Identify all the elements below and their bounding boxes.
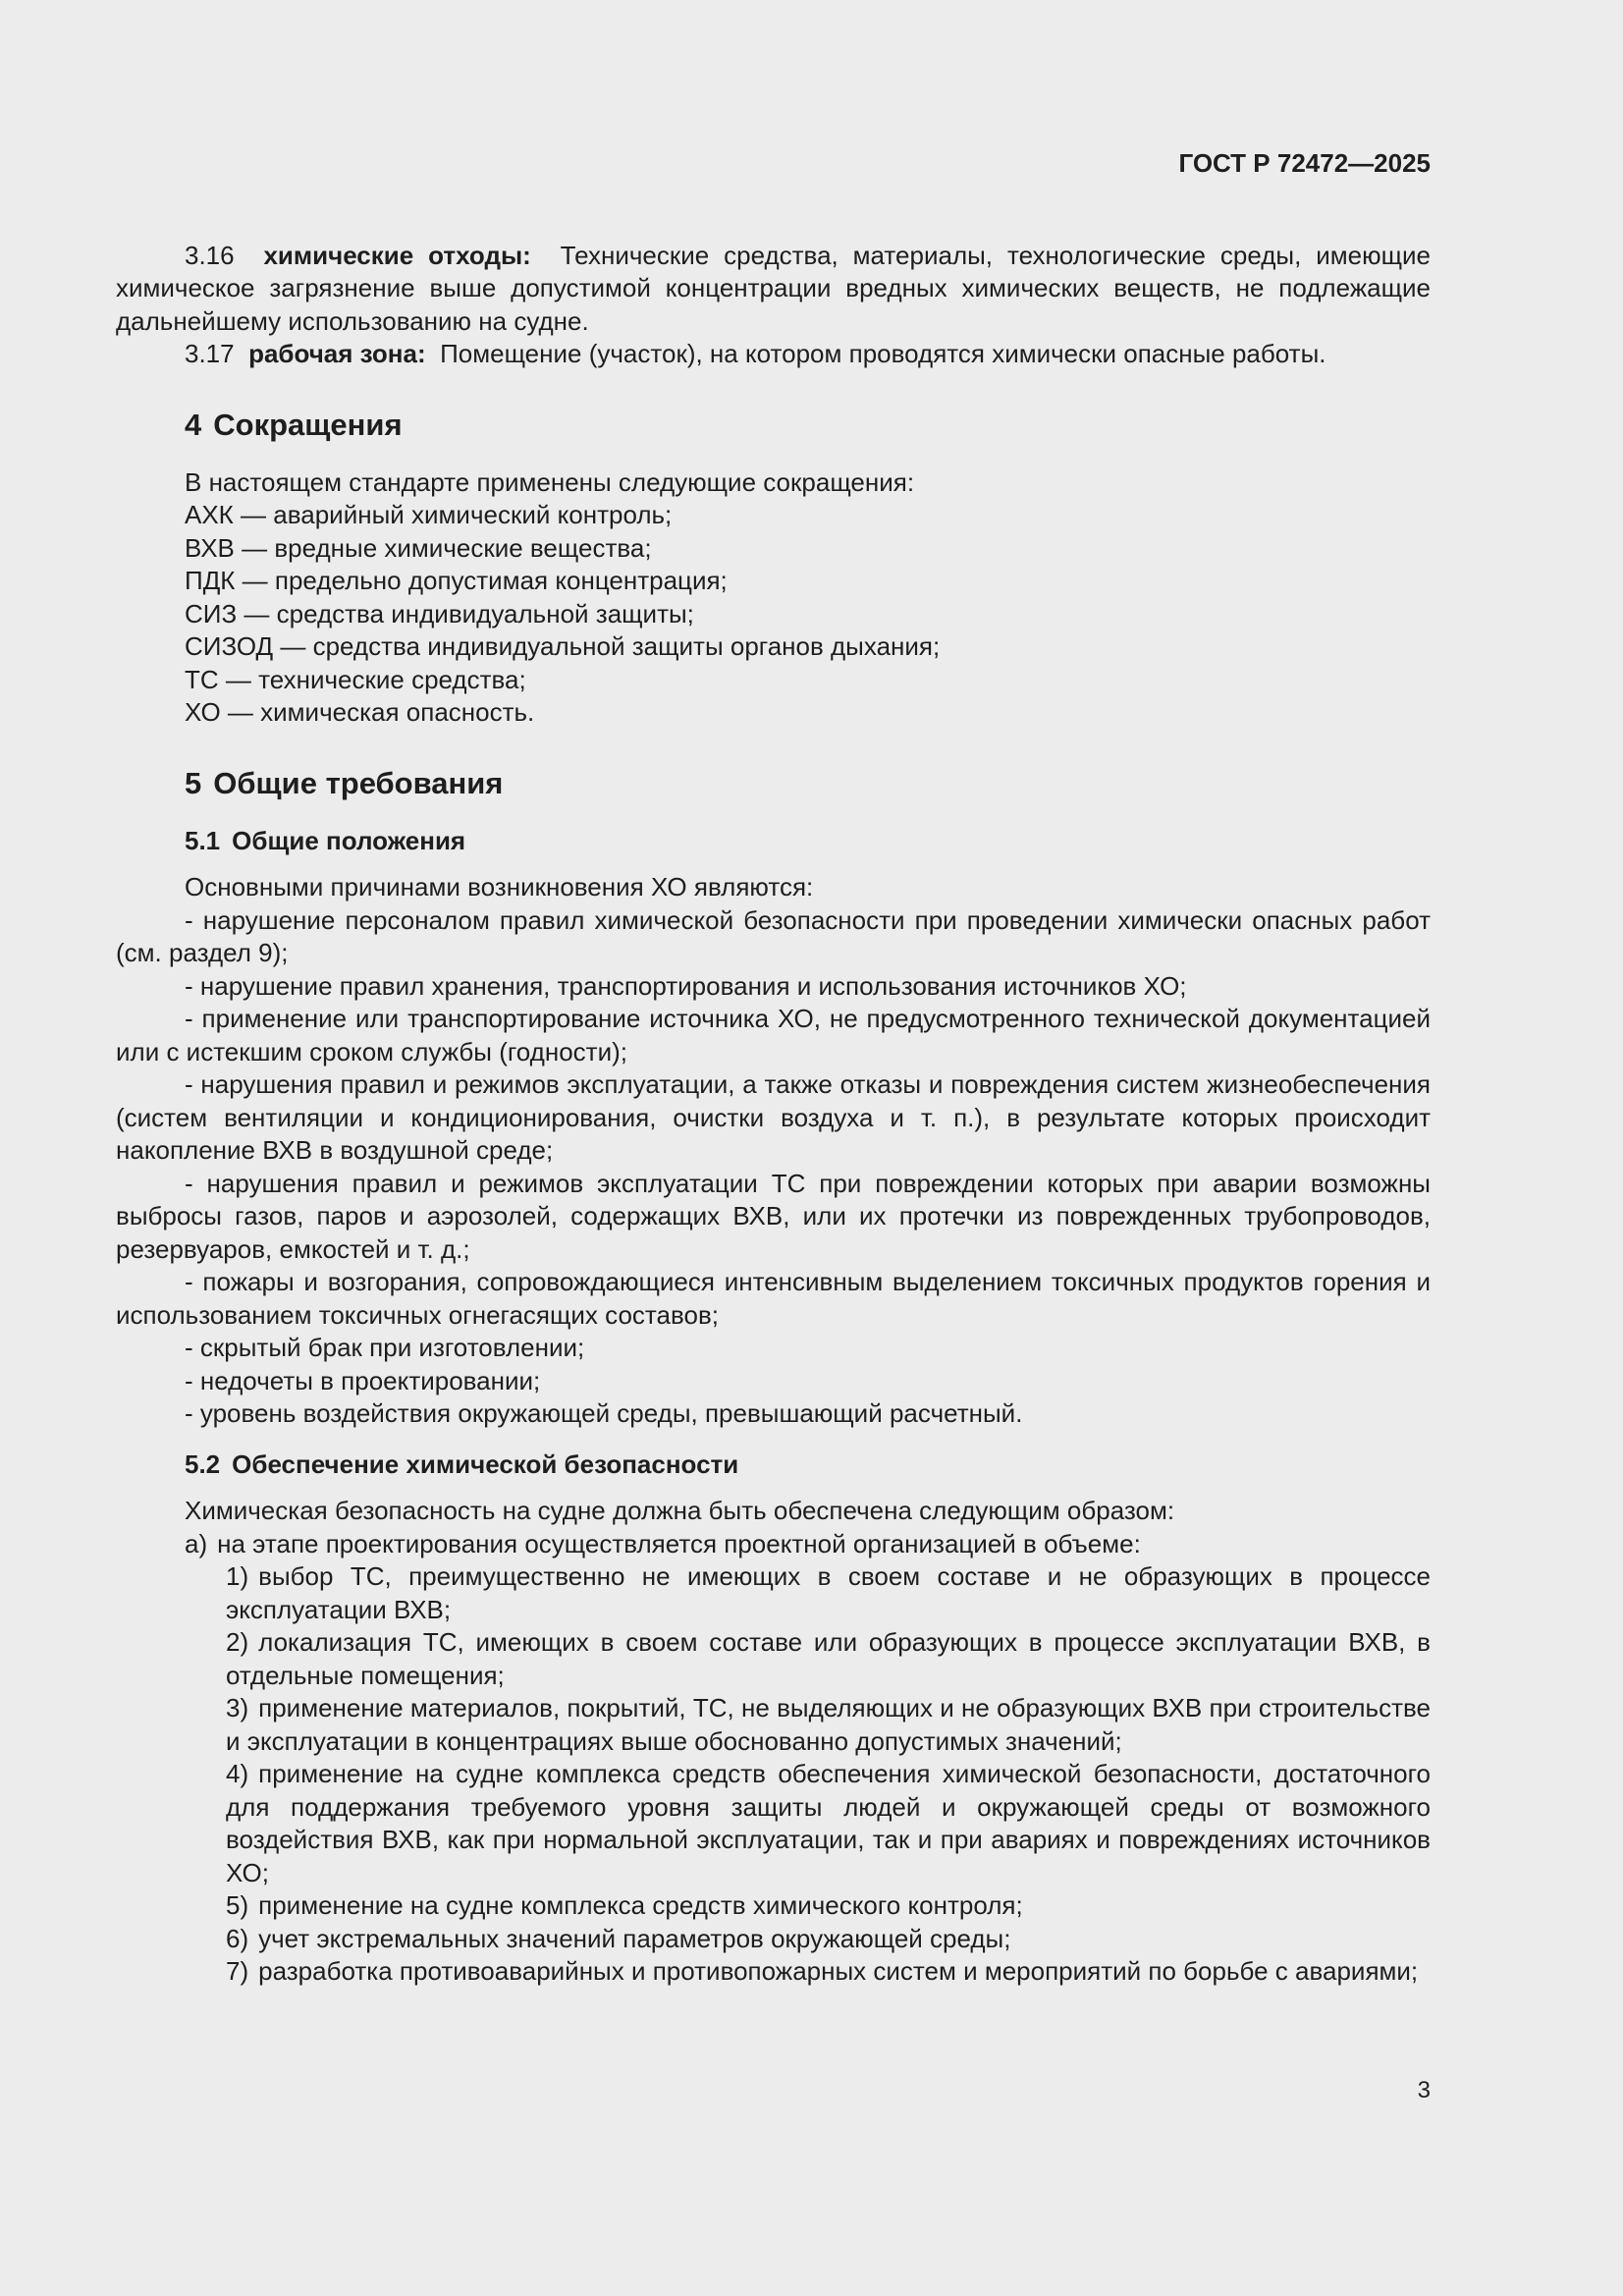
numbered-item (226, 1923, 1431, 1956)
term-definition (116, 338, 1431, 371)
abbreviation-item: ВХВ — вредные химические вещества; (185, 532, 652, 563)
list-item: - пожары и возгорания, сопровождающиеся интенсивным выделением токсичных продуктов горения и использованием токсичных огнегасящих составов; (116, 1267, 1431, 1330)
list-item: - скрытый брак при изготовлении; (185, 1333, 585, 1362)
item-number: 5) (226, 1890, 249, 1920)
list-item: - нарушения правил и режимов эксплуатации, а также отказы и повреждения систем жизнеобеспечения (систем вентиляции и кондиционирования, очистки воздуха и т. п.), в результате которых происходит накопление ВХВ в воздушной среде; (116, 1069, 1431, 1165)
abbreviation-item: ПДК — предельно допустимая концентрация; (185, 566, 728, 595)
section-heading (116, 406, 1431, 445)
item-number: 7) (226, 1956, 249, 1986)
abbreviation-item: СИЗ — средства индивидуальной защиты; (185, 598, 694, 629)
item-text: применение на судне комплекса средств обеспечения химической безопасности, достаточного для поддержания требуемого уровня защиты людей и окружающей среды от возможного воздействия ВХВ, как при нормальной эксплуатации, так и при авариях и повреждениях источников ХО; (226, 1759, 1431, 1887)
section-number: 5 (185, 765, 202, 800)
subsection-number: 5.2 (185, 1449, 221, 1479)
subsection-heading (116, 825, 1431, 858)
document-code: ГОСТ Р 72472—2025 (1178, 148, 1431, 178)
list-item: - нарушения правил и режимов эксплуатации ТС при повреждении которых при аварии возможны выбросы газов, паров и аэрозолей, содержащих ВХВ, или их протечки из поврежденных трубопроводов, резервуаров, емкостей и т. д.; (116, 1168, 1431, 1264)
list-item: - применение или транспортирование источника ХО, не предусмотренного технической документацией или с истекшим сроком службы (годности); (116, 1004, 1431, 1066)
page-number: 3 (1417, 2077, 1431, 2104)
numbered-item (226, 1889, 1431, 1923)
item-text: разработка противоаварийных и противопожарных систем и мероприятий по борьбе с авариями; (258, 1956, 1419, 1986)
term-number: 3.17 (185, 339, 235, 368)
list-item: - недочеты в проектировании; (185, 1365, 541, 1395)
numbered-item (226, 1692, 1431, 1758)
item-number: 1) (226, 1561, 249, 1591)
term-text: Технические средства, материалы, технологические среды, имеющие химическое загрязнение выше допустимой концентрации вредных химических веществ, не подлежащие дальнейшему использованию на судне. (116, 240, 1431, 336)
abbreviation-item: ТС — технические средства; (185, 664, 526, 694)
item-number: 3) (226, 1693, 249, 1722)
abbreviation-item: СИЗОД — средства индивидуальной защиты органов дыхания; (185, 631, 941, 661)
item-text: локализация ТС, имеющих в своем составе или образующих в процессе эксплуатации ВХВ, в отдельные помещения; (226, 1627, 1431, 1690)
numbered-item (226, 1560, 1431, 1626)
list-item: - нарушение правил хранения, транспортирования и использования источников ХО; (185, 970, 1187, 1001)
abbreviation-item: АХК — аварийный химический контроль; (185, 500, 673, 529)
paragraph: Основными причинами возникновения ХО являются: (185, 872, 814, 902)
section-title: Общие требования (213, 765, 504, 800)
item-label: а) (185, 1528, 208, 1558)
abbreviation-item: ХО — химическая опасность. (185, 697, 535, 727)
item-text: применение на судне комплекса средств химического контроля; (258, 1890, 1023, 1920)
numbered-item (226, 1955, 1431, 1989)
term-name: химические отходы: (263, 240, 531, 270)
term-name: рабочая зона: (248, 339, 426, 368)
item-number: 4) (226, 1759, 249, 1788)
subsection-title: Общие положения (232, 825, 466, 855)
paragraph: Химическая безопасность на судне должна быть обеспечена следующим образом: (185, 1496, 1175, 1525)
section-number: 4 (185, 407, 202, 442)
item-text: выбор ТС, преимущественно не имеющих в своем составе и не образующих в процессе эксплуатации ВХВ; (226, 1561, 1431, 1624)
subsection-title: Обеспечение химической безопасности (232, 1449, 739, 1479)
term-number: 3.16 (185, 240, 235, 270)
item-text: учет экстремальных значений параметров окружающей среды; (258, 1923, 1011, 1953)
list-item: - уровень воздействия окружающей среды, превышающий расчетный. (185, 1398, 1023, 1428)
subsection-number: 5.1 (185, 825, 221, 855)
item-number: 6) (226, 1923, 249, 1953)
numbered-item (226, 1758, 1431, 1889)
list-item: - нарушение персоналом правил химической безопасности при проведении химически опасных работ (см. раздел 9); (116, 904, 1431, 967)
list-item-a (116, 1528, 1431, 1561)
term-definition (116, 240, 1431, 339)
subsection-heading (116, 1449, 1431, 1482)
item-text: на этапе проектирования осуществляется проектной организацией в объеме: (217, 1528, 1141, 1558)
numbered-list (116, 1560, 1431, 1989)
item-number: 2) (226, 1627, 249, 1657)
numbered-item (226, 1626, 1431, 1692)
term-text: Помещение (участок), на котором проводятся химически опасные работы. (440, 339, 1326, 368)
item-text: применение материалов, покрытий, ТС, не выделяющих и не образующих ВХВ при строительстве и эксплуатации в концентрациях выше обоснованно допустимых значений; (226, 1693, 1431, 1756)
section-title: Сокращения (213, 407, 403, 442)
abbreviations-intro: В настоящем стандарте применены следующие сокращения: (185, 466, 915, 497)
section-heading (116, 764, 1431, 803)
